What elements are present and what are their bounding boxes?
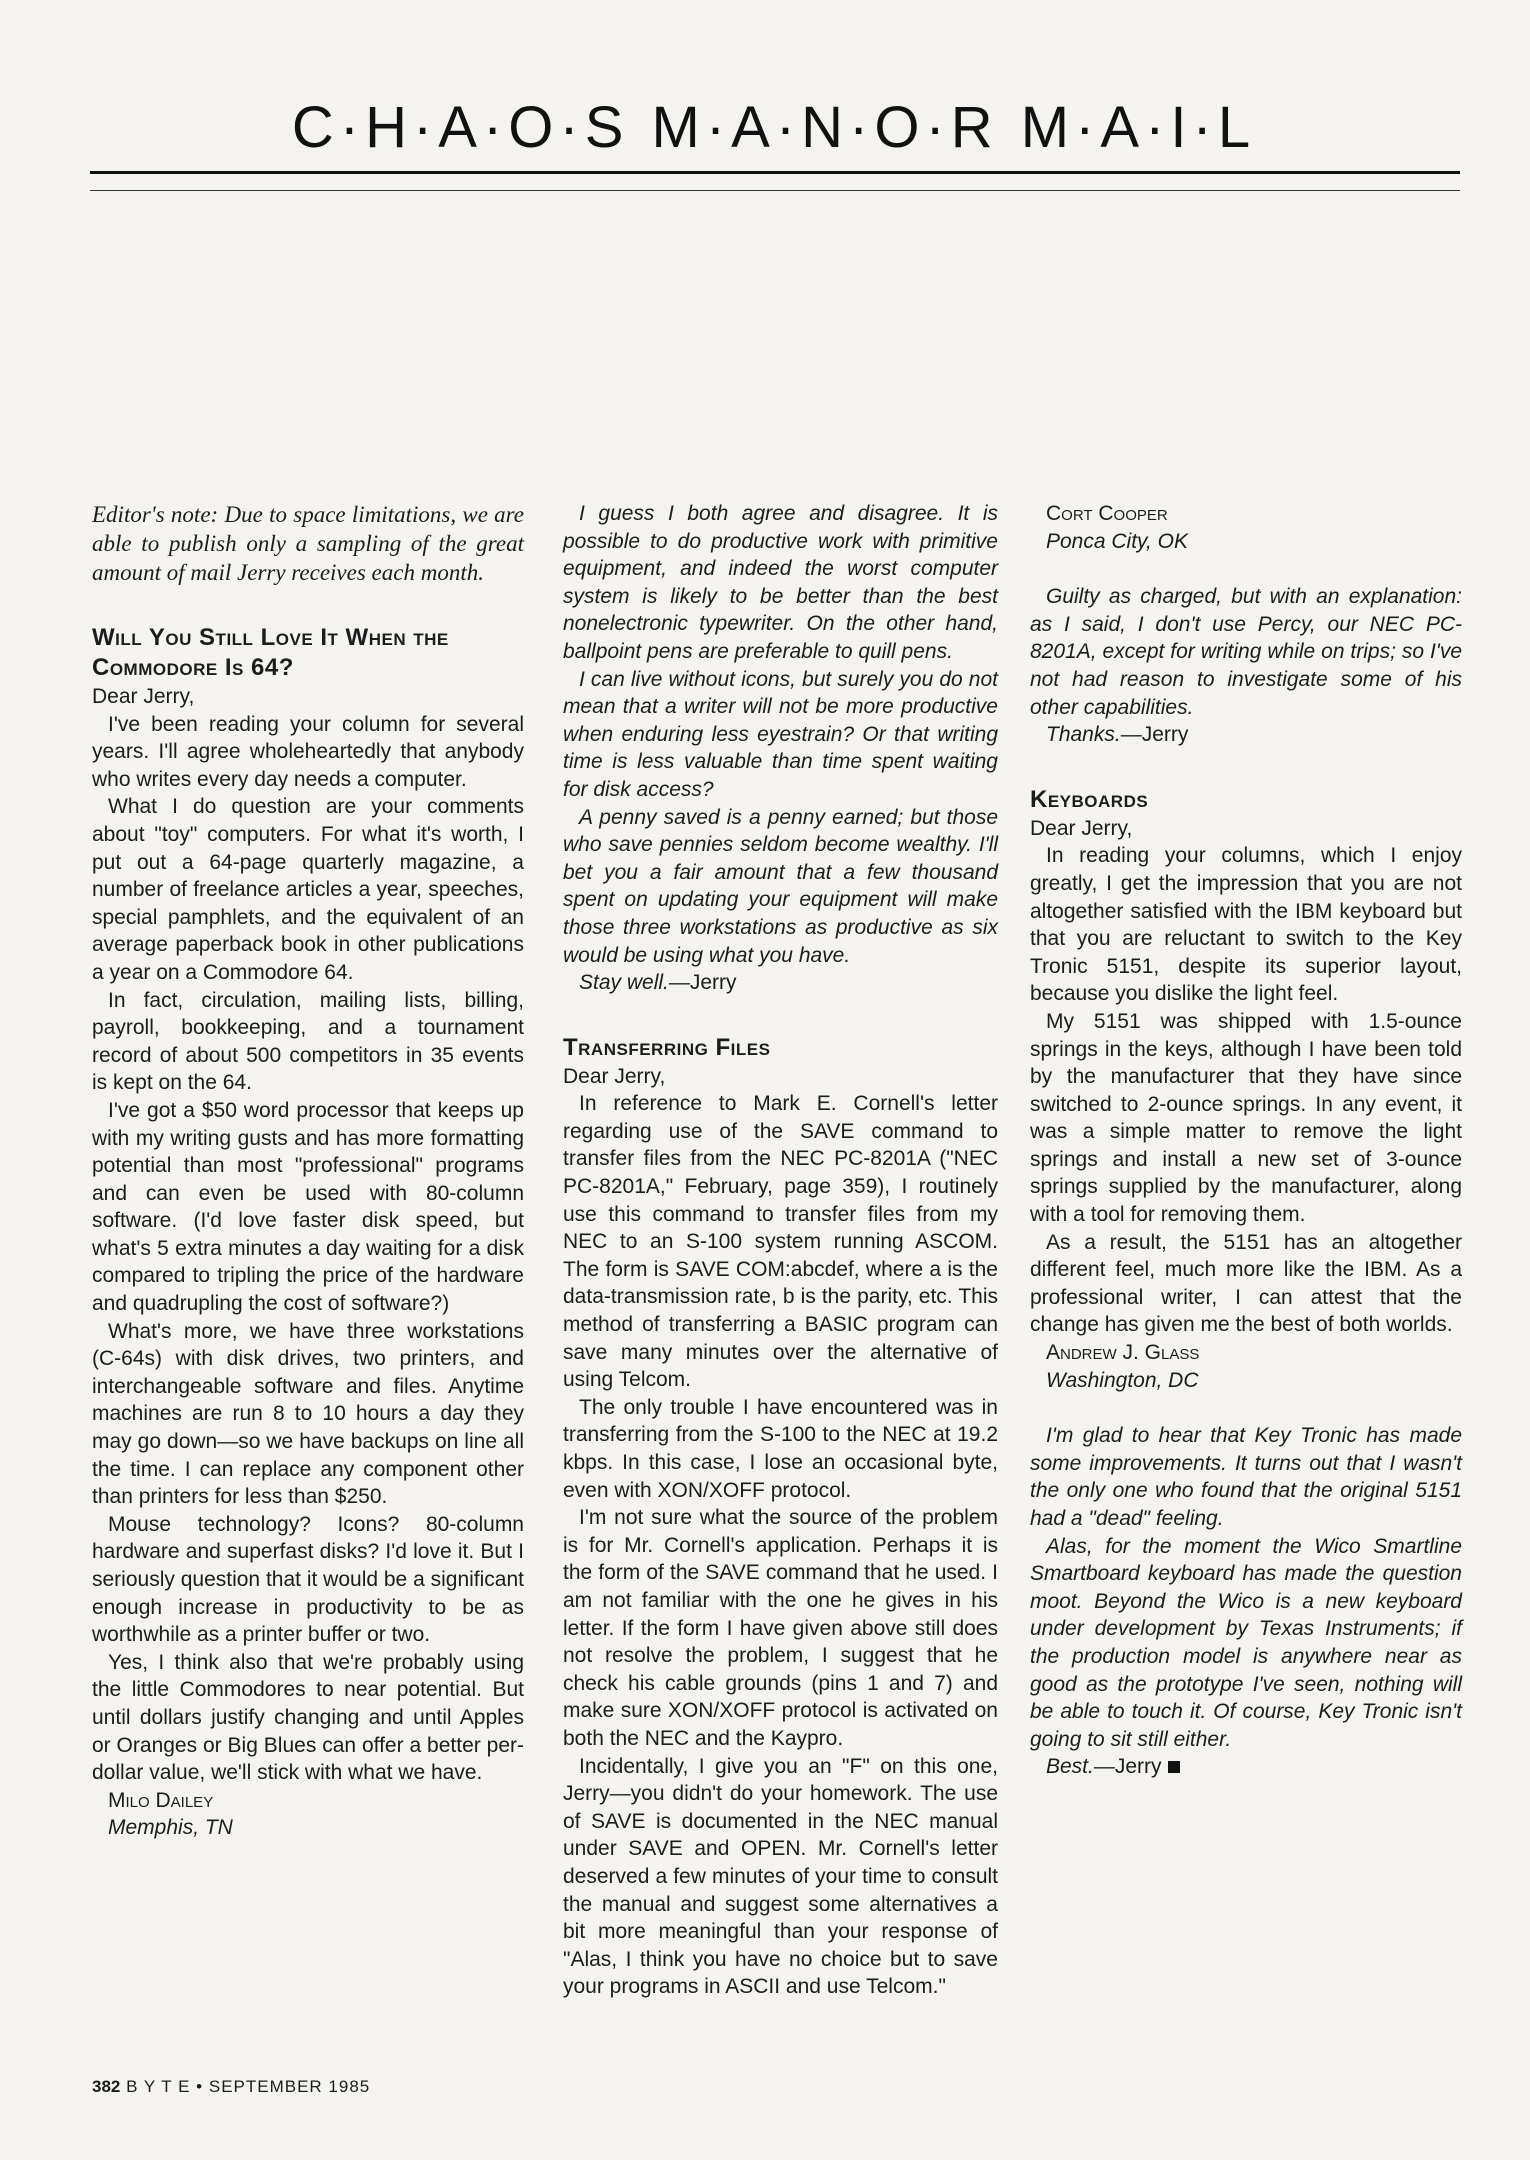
letter1-salutation: Dear Jerry, xyxy=(92,685,195,708)
letter3-signature-place xyxy=(1030,1367,1462,1395)
title-rule-thin xyxy=(90,190,1460,191)
letter3-heading: Keyboards xyxy=(1030,785,1149,813)
editor-note: Editor's note: Due to space limitations, we are able to publish only a sampling of the great amount of mail Jerry receives each month. xyxy=(92,502,524,585)
signature-place: Ponca City, OK xyxy=(1046,529,1188,553)
signoff-text: Stay well. xyxy=(579,971,669,995)
letter2-signature-place xyxy=(1030,528,1462,556)
letter3-salutation: Dear Jerry, xyxy=(1030,816,1133,840)
letter2-paragraph: Incidentally, I give you an "F" on this one, Jerry—you didn't do your homework. The use of SAVE is documented in the NEC manual under SAVE and OPEN. Mr. Cornell's letter deserved a few minutes of your time to consult the manual and suggest some alternatives a bit more meaningful than your response of "Alas, I think you have no choice but to save your programs in ASCII and use Telcom." xyxy=(563,1754,998,1999)
signoff-author: —Jerry xyxy=(1120,723,1189,747)
reply3-paragraph: Alas, for the moment the Wico Smartline Smartboard keyboard has made the question moot. Beyond the Wico is a new keyboard under development by Texas Instruments; if the production model is anywhere near as good as the prototype I've seen, nothing will be able to touch it. Of course, Key Tronic isn't going to sit still either. xyxy=(1030,1534,1462,1751)
reply1-signoff xyxy=(563,969,998,997)
letter2-paragraph: In reference to Mark E. Cornell's letter regarding use of the SAVE command to transfer files from the NEC PC-8201A ("NEC PC-8201A," February, page 359), I routinely use this command to transfer files from my NEC to an S-100 system running ASCOM. The form is SAVE COM:abcdef, where a is the data-transmission rate, b is the parity, etc. This method of transferring a BASIC program can save many minutes over the alternative of using Telcom. xyxy=(563,1092,998,1392)
column-2 xyxy=(563,500,998,2001)
letter1-paragraph: Mouse technology? Icons? 80-column hardware and superfast disks? I'd love it. But I seriously question that it would be a significant enough increase in productivity to be as worthwhile as a printer buffer or two. xyxy=(92,1512,524,1647)
reply3-signoff xyxy=(1030,1753,1462,1781)
letter1-paragraph: Yes, I think also that we're probably using the little Commodores to near potential. But until dollars justify changing and until Apples or Oranges or Big Blues can offer a better per-dollar value, we'll stick with what we have. xyxy=(92,1650,524,1785)
letter2-signature-name xyxy=(1030,500,1462,528)
letter1-paragraph: In fact, circulation, mailing lists, billing, payroll, bookkeeping, and a tournament record of about 500 competitors in 35 events is kept on the 64. xyxy=(92,988,524,1095)
column-1 xyxy=(92,500,524,1842)
reply1-paragraph: I guess I both agree and disagree. It is possible to do productive work with primitive equipment, and indeed the worst computer system is likely to be better than the best nonelectronic typewriter. On the other hand, ballpoint pens are preferable to quill pens. xyxy=(563,502,998,663)
letter3-paragraph: My 5151 was shipped with 1.5-ounce springs in the keys, although I have been told by the manufacturer that they have since switched to 2-ounce springs. In any event, it was a simple matter to remove the light springs and install a new set of 3-ounce springs supplied by the manufacturer, along with a tool for removing them. xyxy=(1030,1009,1462,1227)
letter1-paragraph: What's more, we have three workstations (C-64s) with disk drives, two printers, and interchangeable software and files. Anytime machines are run 8 to 10 hours a day they may go down—so we have backups on line all the time. I can replace any component other than printers for less than $250. xyxy=(92,1319,524,1509)
letter1-paragraph: I've got a $50 word processor that keeps up with my writing gusts and has more formatting potential than most "professional" programs and can even be used with 80-column software. (I'd love faster disk speed, but what's 5 extra minutes a day waiting for a disk compared to tripling the price of the hardware and quadrupling the cost of software?) xyxy=(92,1098,524,1316)
signature-place: Memphis, TN xyxy=(108,1816,233,1840)
reply1-paragraph: I can live without icons, but surely you do not mean that a writer will not be more productive when enduring less eyestrain? Or that writing time is less valuable than time spent waiting for disk access? xyxy=(563,667,998,801)
page-number: 382 xyxy=(92,2077,121,2096)
signoff-text: Thanks. xyxy=(1046,723,1121,747)
page-footer xyxy=(92,2077,370,2097)
publication-info: B Y T E • SEPTEMBER 1985 xyxy=(126,2077,371,2096)
reply3-paragraph: I'm glad to hear that Key Tronic has made some improvements. It turns out that I wasn't the only one who found that the original 5151 had a "dead" feeling. xyxy=(1030,1424,1462,1530)
letter1-paragraph: What I do question are your comments about "toy" computers. For what it's worth, I put out a 64-page quarterly magazine, a number of freelance articles a year, speeches, special pamphlets, and the equivalent of an average paperback book in other publications a year on a Commodore 64. xyxy=(92,795,524,984)
letter1-signature-name xyxy=(92,1787,524,1815)
reply1-paragraph: A penny saved is a penny earned; but those who save pennies seldom become wealthy. I'll bet you a fair amount that a few thousand spent on updating your equipment will make those three workstations as productive as six would be using what you have. xyxy=(563,805,998,967)
letter2-heading: Transferring Files xyxy=(563,1033,771,1061)
letter1-paragraph: I've been reading your column for several years. I'll agree wholeheartedly that anybody who writes every day needs a computer. xyxy=(92,712,524,791)
signature-place: Washington, DC xyxy=(1046,1368,1199,1392)
column-3 xyxy=(1030,500,1462,1781)
letter3-paragraph: In reading your columns, which I enjoy greatly, I get the impression that you are not altogether satisfied with the IBM keyboard but that you are reluctant to switch to the Key Tronic 5151, despite its superior layout, because you dislike the light feel. xyxy=(1030,844,1462,1006)
letter1-signature-place xyxy=(92,1814,524,1842)
page-title: C·H·A·O·S M·A·N·O·R M·A·I·L xyxy=(291,95,1257,160)
end-mark-icon xyxy=(1168,1761,1180,1773)
title-rule-thick xyxy=(90,171,1460,174)
letter3-paragraph: As a result, the 5151 has an altogether different feel, much more like the IBM. As a professional writer, I can attest that the change has given me the best of both worlds. xyxy=(1030,1230,1462,1337)
letter2-paragraph: I'm not sure what the source of the problem is for Mr. Cornell's application. Perhaps it is the form of the SAVE command that he used. I am not familiar with the one he gives in his letter. If the form I have given above still does not resolve the problem, I suggest that he check his cable grounds (pins 1 and 7) and make sure XON/XOFF protocol is activated on both the NEC and the Kaypro. xyxy=(563,1506,998,1750)
signoff-author: —Jerry xyxy=(668,971,737,995)
signature-name: Andrew J. Glass xyxy=(1046,1341,1200,1365)
signature-name: Cort Cooper xyxy=(1046,502,1168,525)
signature-name: Milo Dailey xyxy=(108,1788,214,1812)
letter2-salutation: Dear Jerry, xyxy=(563,1064,666,1088)
signoff-author: —Jerry xyxy=(1093,1755,1162,1779)
letter3-signature-name xyxy=(1030,1339,1462,1367)
reply2-signoff xyxy=(1030,721,1462,749)
letter2-paragraph: The only trouble I have encountered was in transferring from the S-100 to the NEC at 19.2 kbps. In this case, I lose an occasional byte, even with XON/XOFF protocol. xyxy=(563,1395,998,1502)
letter1-heading: Will You Still Love It When the Commodore Is 64? xyxy=(92,624,449,681)
signoff-text: Best. xyxy=(1046,1755,1094,1779)
reply2-paragraph: Guilty as charged, but with an explanation: as I said, I don't use Percy, our NEC PC-8201A, except for writing while on trips; so I've not had reason to investigate some of his other capabilities. xyxy=(1030,585,1462,719)
